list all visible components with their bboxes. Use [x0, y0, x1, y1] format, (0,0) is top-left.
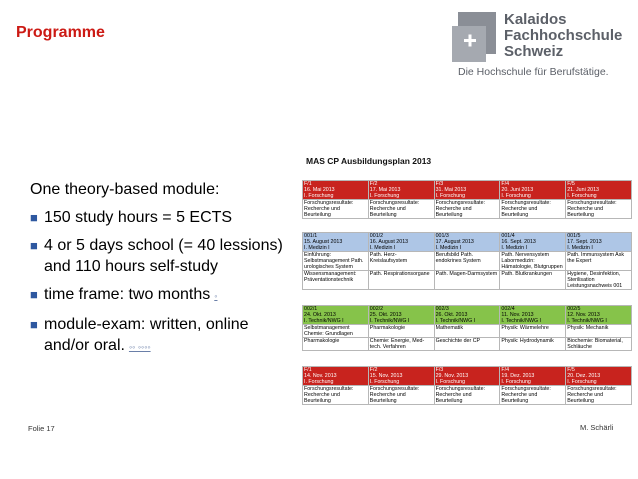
- slide-number: Folie 17: [28, 424, 55, 433]
- kalaidos-logo: [452, 12, 632, 84]
- link-marker[interactable]: ◦: [214, 291, 218, 301]
- plan-cell: Path. Blutkrankungen: [500, 271, 566, 290]
- plan-title: MAS CP Ausbildungsplan 2013: [306, 156, 432, 166]
- plan-cell: Forschungsresultate: Recherche und Beurteilung: [500, 386, 566, 405]
- plan-cell: Forschungsresultate: Recherche und Beurteilung: [303, 386, 369, 405]
- plan-header-cell: 001/3 17. August 2013 I. Medizin I: [434, 233, 500, 252]
- intro-text: One theory-based module:: [30, 181, 220, 198]
- plan-cell: Wissensmanagement: Präventationstechnik: [303, 271, 369, 290]
- plan-header-cell: 002/5 12. Nov. 2013 I. Technik/NWG I: [566, 306, 632, 325]
- plan-cell: Physik: Wärmelehre: [500, 325, 566, 338]
- plan-header-cell: F/2 17. Mai 2013 I. Forschung: [368, 181, 434, 200]
- plan-header-row: [303, 306, 632, 325]
- plan-block-medicine: [302, 232, 632, 290]
- plan-cell: Mathematik: [434, 325, 500, 338]
- plan-block-research-1: [302, 180, 632, 219]
- plan-cell: Berufsbild Path. endokrines System: [434, 252, 500, 271]
- plan-cell: Forschungsresultate: Recherche und Beurteilung: [566, 200, 632, 219]
- plan-cell: Biochemie: Biomaterial, Schläuche: [566, 338, 632, 351]
- bullet-item: [30, 207, 295, 228]
- plan-header-cell: F/3 29. Nov. 2013 I. Forschung: [434, 367, 500, 386]
- plan-block-research-2: [302, 366, 632, 405]
- plan-row: [303, 252, 632, 271]
- plan-block-technology: [302, 305, 632, 351]
- plan-row: [303, 200, 632, 219]
- plan-cell: Forschungsresultate: Recherche und Beurteilung: [566, 386, 632, 405]
- plan-cell: Selbstmanagement Chemie: Grundlagen: [303, 325, 369, 338]
- plan-cell: Forschungsresultate: Recherche und Beurteilung: [303, 200, 369, 219]
- plan-cell: Path. Herz-Kreislaufsystem: [368, 252, 434, 271]
- plan-cell: Forschungsresultate: Recherche und Beurteilung: [434, 386, 500, 405]
- bullet-item: [30, 314, 295, 358]
- square-bullet-icon: ■: [30, 317, 38, 332]
- logo-line-2: Fachhochschule: [504, 27, 623, 44]
- plan-cell: Pharmakologie: [303, 338, 369, 351]
- plan-header-row: [303, 181, 632, 200]
- slide-title: Programme: [16, 24, 105, 41]
- plan-row: [303, 338, 632, 351]
- plan-header-cell: 001/1 15. August 2013 I. Medizin I: [303, 233, 369, 252]
- plan-cell: Chemie: Energie, Med-tech. Verfahren: [368, 338, 434, 351]
- plan-cell: Geschichte der CP: [434, 338, 500, 351]
- plan-header-cell: 002/3 26. Okt. 2013 I. Technik/NWG I: [434, 306, 500, 325]
- bullet-text: 150 study hours = 5 ECTS: [44, 209, 233, 226]
- plan-cell: Forschungsresultate: Recherche und Beurteilung: [434, 200, 500, 219]
- plan-header-row: [303, 367, 632, 386]
- square-bullet-icon: ■: [30, 238, 38, 253]
- plan-cell: Physik: Mechanik: [566, 325, 632, 338]
- plan-cell: Pharmakologie: [368, 325, 434, 338]
- plan-cell: Physik: Hydrodynamik: [500, 338, 566, 351]
- square-bullet-icon: ■: [30, 210, 38, 225]
- plan-header-cell: 001/4 16. Sept. 2013 I. Medizin I: [500, 233, 566, 252]
- plan-cell: Path. Nervensystem Labormedizin: Hämatologie, Blutgruppen: [500, 252, 566, 271]
- plan-header-cell: F/2 15. Nov. 2013 I. Forschung: [368, 367, 434, 386]
- plan-cell: Path. Immunsystem Ask the Expert: [566, 252, 632, 271]
- author-name: M. Schärli: [580, 423, 614, 432]
- bullet-item: [30, 284, 295, 307]
- logo-line-3: Schweiz: [504, 43, 564, 60]
- plan-cell: Forschungsresultate: Recherche und Beurteilung: [368, 200, 434, 219]
- plan-header-cell: F/4 19. Dez. 2013 I. Forschung: [500, 367, 566, 386]
- plan-header-cell: F/4 20. Juni 2013 I. Forschung: [500, 181, 566, 200]
- plan-header-cell: 002/2 25. Okt. 2013 I. Technik/NWG I: [368, 306, 434, 325]
- plan-row: [303, 325, 632, 338]
- plan-header-cell: F/5 20. Dez. 2013 I. Forschung: [566, 367, 632, 386]
- logo-tagline: Die Hochschule für Berufstätige.: [458, 66, 609, 78]
- plan-header-cell: F/1 14. Nov. 2013 I. Forschung: [303, 367, 369, 386]
- plan-header-row: [303, 233, 632, 252]
- plan-cell: Path. Magen-Darmsystem: [434, 271, 500, 290]
- logo-line-1: Kalaidos: [504, 11, 567, 28]
- plan-cell: Forschungsresultate: Recherche und Beurteilung: [368, 386, 434, 405]
- plan-cell: Path. Respirationsorgane: [368, 271, 434, 290]
- plan-header-cell: 001/2 16. August 2013 I. Medizin I: [368, 233, 434, 252]
- plan-header-cell: F/3 31. Mai 2013 I. Forschung: [434, 181, 500, 200]
- plan-header-cell: 002/1 24. Okt. 2013 I. Technik/NWG I: [303, 306, 369, 325]
- plan-cell: Einführung: Selbstmanagement Path. urologisches System: [303, 252, 369, 271]
- plan-cell: Hygiene, Desinfektion, Sterilisation Leistungsnachweis 001: [566, 271, 632, 290]
- bullet-text: module-exam: written, online and/or oral.: [44, 316, 249, 354]
- content-text: [30, 179, 295, 358]
- plan-row: [303, 271, 632, 290]
- plan-header-cell: F/5 21. Juni 2013 I. Forschung: [566, 181, 632, 200]
- square-bullet-icon: ■: [30, 287, 38, 302]
- plan-cell: Forschungsresultate: Recherche und Beurteilung: [500, 200, 566, 219]
- link-marker[interactable]: ◦◦ ◦◦◦◦: [128, 342, 151, 352]
- plan-row: [303, 386, 632, 405]
- bullet-text: 4 or 5 days school (= 40 lessions) and 110 hours self-study: [44, 237, 283, 275]
- bullet-item: [30, 235, 295, 277]
- plan-header-cell: 001/5 17. Sept. 2013 I. Medizin I: [566, 233, 632, 252]
- plus-icon: [452, 12, 498, 62]
- plan-header-cell: 002/4 11. Nov. 2013 I. Technik/NWG I: [500, 306, 566, 325]
- plan-header-cell: F/1 16. Mai 2013 I. Forschung: [303, 181, 369, 200]
- bullet-text: time frame: two months: [44, 286, 211, 303]
